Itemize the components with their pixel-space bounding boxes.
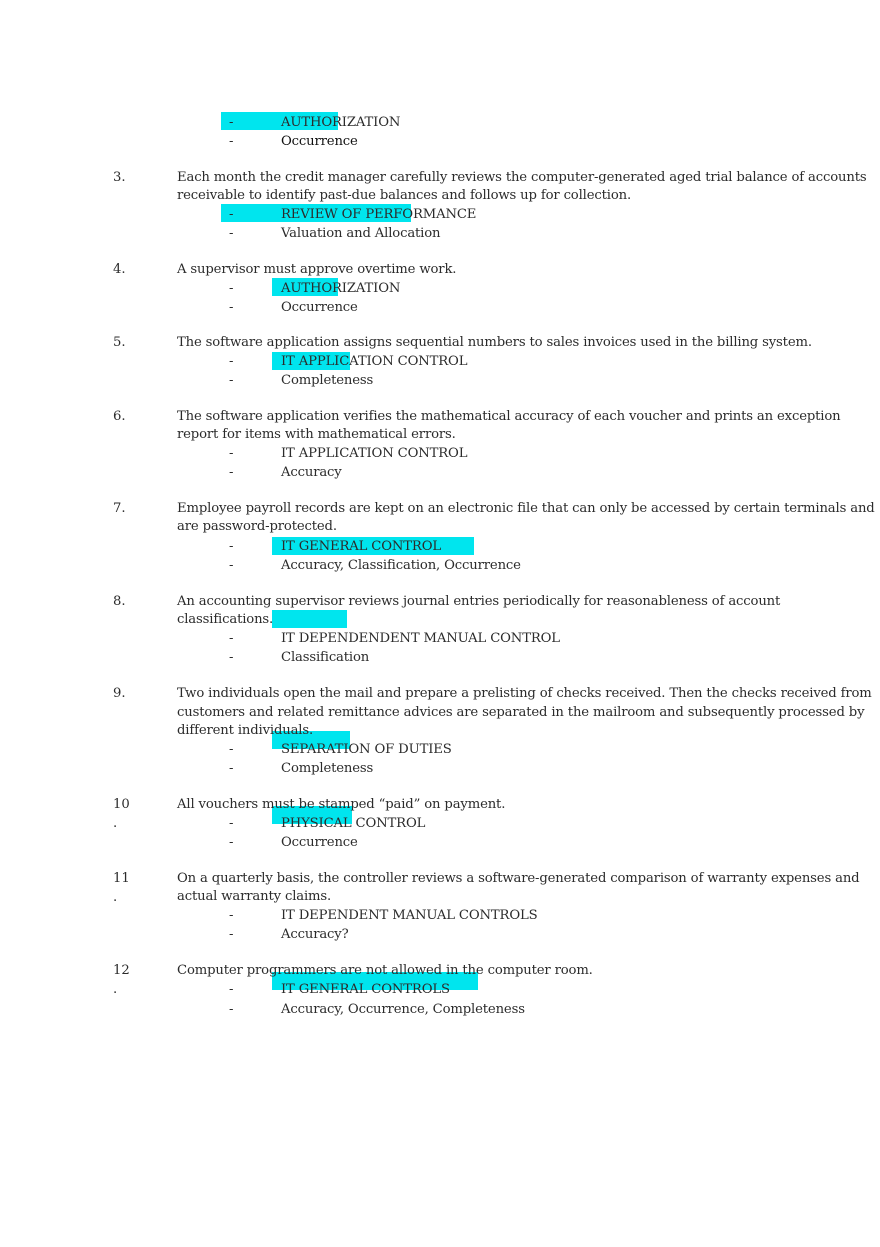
question-line: Computer programmers are not allowed in the computer room. bbox=[177, 963, 593, 978]
assertion: Classification bbox=[281, 650, 370, 665]
bullet-dash: - bbox=[229, 373, 234, 388]
control-type: AUTHORIZATION bbox=[281, 115, 401, 130]
item-number: 11 bbox=[113, 871, 130, 886]
question-line: different individuals. bbox=[177, 723, 314, 738]
question-line: Two individuals open the mail and prepare a prelisting of checks received. Then the checks received from bbox=[177, 686, 872, 701]
question-line: An accounting supervisor reviews journal entries periodically for reasonableness of account bbox=[177, 594, 781, 609]
bullet-dash: - bbox=[229, 1002, 234, 1017]
assertion: Completeness bbox=[281, 761, 374, 776]
assertion: Valuation and Allocation bbox=[281, 226, 441, 241]
bullet-dash: - bbox=[229, 115, 234, 130]
control-type: IT APPLICATION CONTROL bbox=[281, 354, 468, 369]
control-type: IT DEPENDENDENT MANUAL CONTROL bbox=[281, 631, 560, 646]
item-number: 7. bbox=[113, 501, 126, 516]
bullet-dash: - bbox=[229, 761, 234, 776]
item-number: 10 bbox=[113, 797, 130, 812]
question-line: On a quarterly basis, the controller reviews a software-generated comparison of warranty expenses and bbox=[177, 871, 860, 886]
bullet-dash: - bbox=[229, 927, 234, 942]
question-line: report for items with mathematical errors. bbox=[177, 427, 456, 442]
bullet-dash: - bbox=[229, 650, 234, 665]
bullet-dash: - bbox=[229, 908, 234, 923]
item-number: 4. bbox=[113, 262, 126, 277]
assertion: Occurrence bbox=[281, 300, 358, 315]
question-line: Each month the credit manager carefully reviews the computer-generated aged trial balance of accounts bbox=[177, 170, 867, 185]
highlight-mark bbox=[272, 610, 347, 628]
bullet-dash: - bbox=[229, 631, 234, 646]
bullet-dash: - bbox=[229, 134, 234, 149]
item-number: 6. bbox=[113, 409, 126, 424]
control-type: PHYSICAL CONTROL bbox=[281, 816, 426, 831]
question-line: The software application assigns sequential numbers to sales invoices used in the billing system. bbox=[177, 335, 812, 350]
item-number: 8. bbox=[113, 594, 126, 609]
control-type: IT DEPENDENT MANUAL CONTROLS bbox=[281, 908, 538, 923]
bullet-dash: - bbox=[229, 207, 234, 222]
item-number: 3. bbox=[113, 170, 126, 185]
bullet-dash: - bbox=[229, 300, 234, 315]
item-number: 12 bbox=[113, 963, 130, 978]
assertion: Occurrence bbox=[281, 835, 358, 850]
question-line: are password-protected. bbox=[177, 519, 337, 534]
question-line: actual warranty claims. bbox=[177, 889, 332, 904]
bullet-dash: - bbox=[229, 354, 234, 369]
bullet-dash: - bbox=[229, 982, 234, 997]
item-number-period: . bbox=[113, 982, 118, 997]
bullet-dash: - bbox=[229, 226, 234, 241]
control-type: IT GENERAL CONTROL bbox=[281, 539, 441, 554]
bullet-dash: - bbox=[229, 281, 234, 296]
question-line: The software application verifies the mathematical accuracy of each voucher and prints an exception bbox=[177, 409, 841, 424]
assertion: Completeness bbox=[281, 373, 374, 388]
assertion: Accuracy, Occurrence, Completeness bbox=[281, 1002, 525, 1017]
assertion: Accuracy, Classification, Occurrence bbox=[281, 558, 521, 573]
item-number-period: . bbox=[113, 890, 118, 905]
bullet-dash: - bbox=[229, 465, 234, 480]
item-number-period: . bbox=[113, 816, 118, 831]
bullet-dash: - bbox=[229, 816, 234, 831]
question-line: customers and related remittance advices are separated in the mailroom and subsequently processed by bbox=[177, 705, 865, 720]
bullet-dash: - bbox=[229, 558, 234, 573]
item-number: 9. bbox=[113, 686, 126, 701]
assertion: Accuracy? bbox=[281, 927, 349, 942]
bullet-dash: - bbox=[229, 446, 234, 461]
assertion: Occurrence bbox=[281, 134, 358, 149]
question-line: receivable to identify past-due balances and follows up for collection. bbox=[177, 188, 632, 203]
question-line: A supervisor must approve overtime work. bbox=[177, 262, 457, 277]
assertion: Accuracy bbox=[281, 465, 342, 480]
question-line: classifications. bbox=[177, 612, 274, 627]
control-type: IT GENERAL CONTROLS bbox=[281, 982, 450, 997]
control-type: REVIEW OF PERFORMANCE bbox=[281, 207, 477, 222]
bullet-dash: - bbox=[229, 742, 234, 757]
bullet-dash: - bbox=[229, 835, 234, 850]
control-type: SEPARATION OF DUTIES bbox=[281, 742, 452, 757]
question-line: All vouchers must be stamped “paid” on payment. bbox=[177, 797, 506, 812]
control-type: AUTHORIZATION bbox=[281, 281, 401, 296]
bullet-dash: - bbox=[229, 539, 234, 554]
question-line: Employee payroll records are kept on an electronic file that can only be accessed by certain terminals and bbox=[177, 501, 875, 516]
item-number: 5. bbox=[113, 335, 126, 350]
control-type: IT APPLICATION CONTROL bbox=[281, 446, 468, 461]
